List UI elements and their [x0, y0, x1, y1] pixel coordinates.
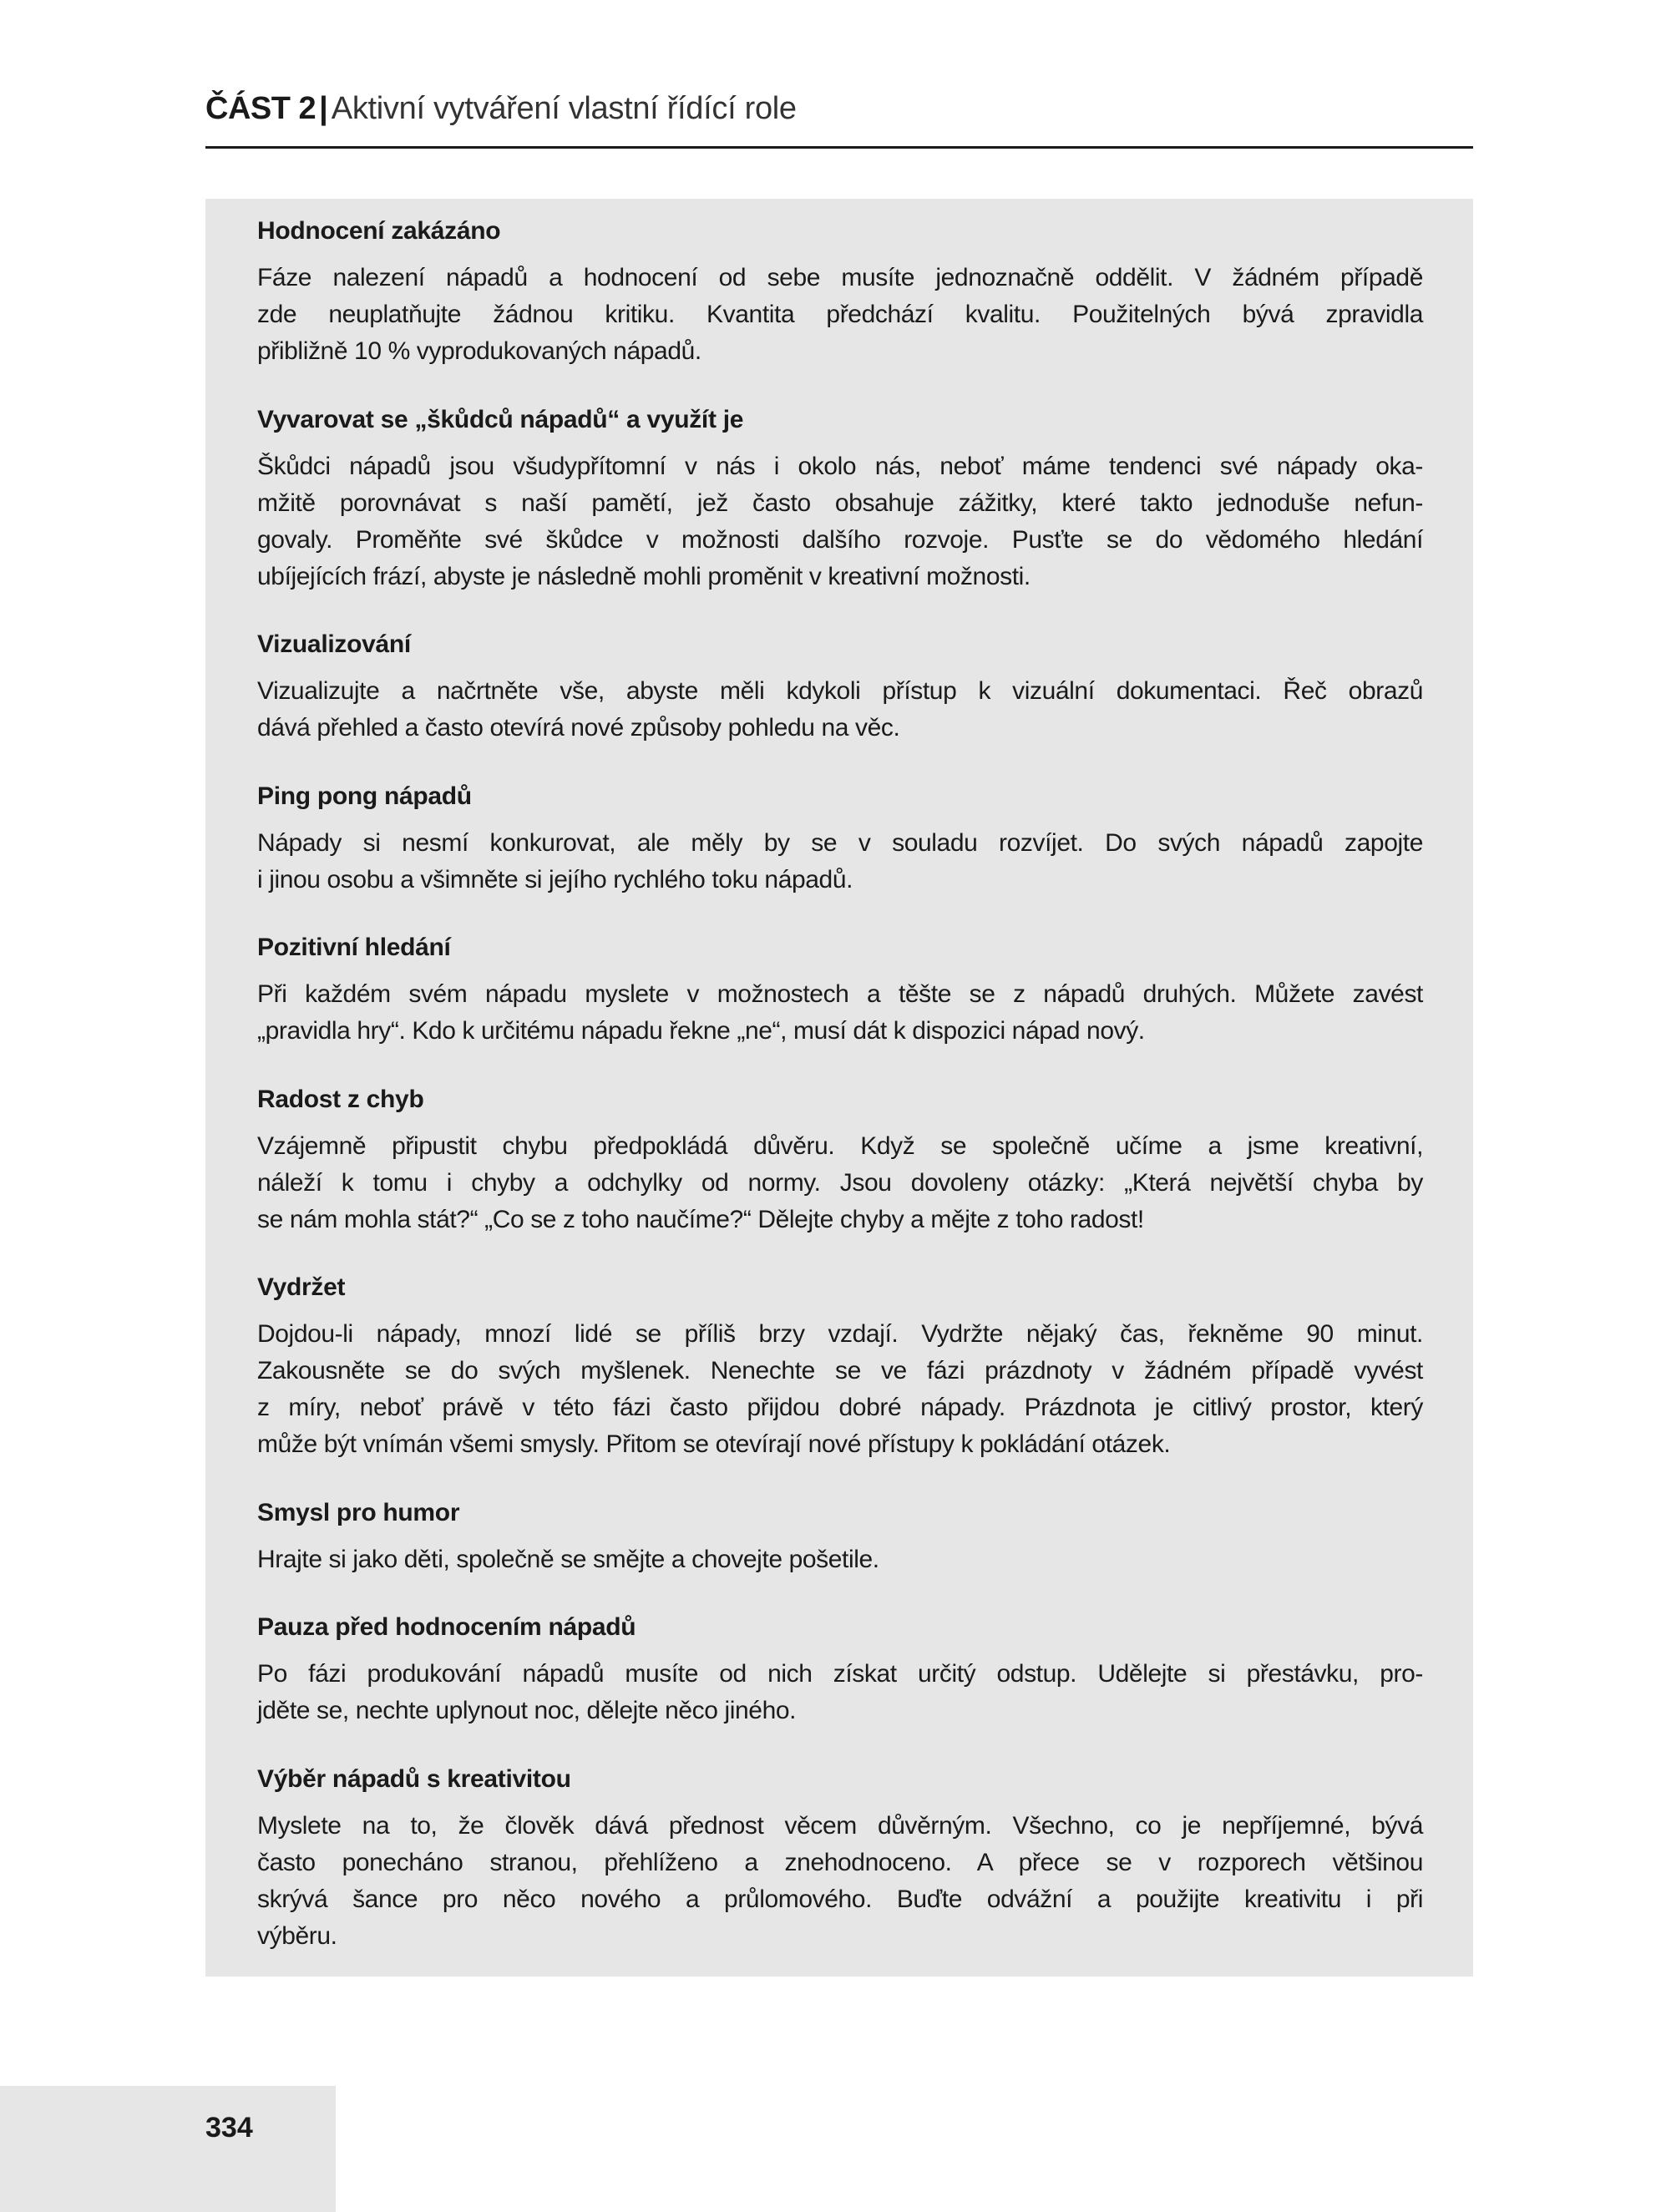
tip-text-line: Hrajte si jako děti, společně se smějte a chovejte pošetile.: [257, 1545, 879, 1573]
tip-section: [257, 1269, 1423, 1463]
tip-section: [257, 626, 1423, 747]
tip-section: [257, 402, 1423, 595]
tip-section: [257, 1495, 1423, 1578]
tip-text-line: dává přehled a často otevírá nové způsoby pohledu na věc.: [257, 714, 900, 742]
tip-section: [257, 929, 1423, 1050]
tip-section: [257, 1081, 1423, 1238]
tip-heading: Pozitivní hledání: [257, 934, 451, 961]
tip-heading: Vyvarovat se „škůdců nápadů“ a využít je: [257, 405, 744, 433]
tip-text-line: náleží k tomu i chyby a odchylky od normy. Jsou dovoleny otázky: „Která největší chyba by: [257, 1168, 1423, 1197]
tip-text-line: ubíjejících frází, abyste je následně mohli proměnit v kreativní možnosti.: [257, 562, 1031, 590]
tip-text-line: Nápady si nesmí konkurovat, ale měly by se v souladu rozvíjet. Do svých nápadů zapojte: [257, 828, 1423, 857]
tip-heading: Vydržet: [257, 1273, 346, 1301]
tip-heading: Pauza před hodnocením nápadů: [257, 1613, 636, 1641]
tip-text-line: se nám mohla stát?“ „Co se z toho naučíme?“ Dělejte chyby a mějte z toho radost!: [257, 1205, 1144, 1233]
tip-text-line: i jinou osobu a všimněte si jejího rychlého toku nápadů.: [257, 865, 853, 893]
tip-section: [257, 213, 1423, 370]
tip-text-line: mžitě porovnávat s naší pamětí, jež často obsahuje zážitky, které takto jednoduše nefun-: [257, 488, 1423, 517]
running-header: [205, 90, 797, 127]
chapter-title: Aktivní vytváření vlastní řídící role: [331, 91, 797, 126]
tip-text-line: může být vnímán všemi smysly. Přitom se otevírají nové přístupy k pokládání otázek.: [257, 1430, 1171, 1458]
tip-text-line: výběru.: [257, 1921, 337, 1950]
tip-heading: Radost z chyb: [257, 1085, 424, 1113]
tip-text-line: Zakousněte se do svých myšlenek. Nenechte se ve fázi prázdnoty v žádném případě vyvést: [257, 1357, 1423, 1384]
page-number-block: [0, 2086, 336, 2212]
tip-text-line: Škůdci nápadů jsou všudypřítomní v nás i okolo nás, neboť máme tendenci své nápady oka-: [257, 452, 1423, 480]
tip-text-line: skrývá šance pro něco nového a průlomového. Buďte odvážní a použijte kreativitu i při: [257, 1885, 1423, 1913]
header-rule: [205, 146, 1473, 149]
tip-text-line: Vizualizujte a načrtněte vše, abyste měli kdykoli přístup k vizuální dokumentaci. Řeč obrazů: [257, 677, 1423, 705]
tip-section: [257, 1761, 1423, 1955]
tip-text-line: přibližně 10 % vyprodukovaných nápadů.: [257, 337, 701, 365]
tip-text-line: Dojdou-li nápady, mnozí lidé se příliš brzy vzdají. Vydržte nějaký čas, řekněme 90 minut.: [257, 1320, 1423, 1348]
page-number: 334: [205, 2112, 253, 2144]
tips-box: [205, 199, 1473, 1977]
tip-heading: Výběr nápadů s kreativitou: [257, 1764, 571, 1793]
tip-text-line: Fáze nalezení nápadů a hodnocení od sebe musíte jednoznačně oddělit. V žádném případě: [257, 264, 1423, 291]
tip-text-line: zde neuplatňujte žádnou kritiku. Kvantita předchází kvalitu. Použitelných bývá zpravidla: [257, 301, 1423, 328]
tip-text-line: z míry, neboť právě v této fázi často přijdou dobré nápady. Prázdnota je citlivý prostor, který: [257, 1394, 1423, 1421]
tip-heading: Ping pong nápadů: [257, 782, 472, 810]
tip-text-line: Po fázi produkování nápadů musíte od nich získat určitý odstup. Udělejte si přestávku, pro-: [257, 1660, 1423, 1688]
tip-text-line: jděte se, nechte uplynout noc, dělejte něco jiného.: [257, 1697, 797, 1724]
tip-text-line: Při každém svém nápadu myslete v možnostech a těšte se z nápadů druhých. Můžete zavést: [257, 980, 1423, 1008]
tip-section: [257, 778, 1423, 898]
part-label: ČÁST 2: [205, 91, 317, 126]
tip-heading: Smysl pro humor: [257, 1498, 460, 1526]
tip-text-line: Vzájemně připustit chybu předpokládá důvěru. Když se společně učíme a jsme kreativní,: [257, 1131, 1423, 1160]
tip-text-line: často ponecháno stranou, přehlíženo a znehodnoceno. A přece se v rozporech většinou: [257, 1848, 1423, 1876]
tip-heading: Vizualizování: [257, 630, 411, 658]
tip-text-line: govaly. Proměňte své škůdce v možnosti dalšího rozvoje. Pusťte se do vědomého hledání: [257, 525, 1423, 554]
tip-text-line: „pravidla hry“. Kdo k určitému nápadu řekne „ne“, musí dát k dispozici nápad nový.: [257, 1017, 1145, 1045]
tip-section: [257, 1609, 1423, 1729]
tip-heading: Hodnocení zakázáno: [257, 217, 501, 245]
tip-text-line: Myslete na to, že člověk dává přednost věcem důvěrným. Všechno, co je nepříjemné, bývá: [257, 1811, 1423, 1840]
header-separator: |: [319, 91, 328, 126]
